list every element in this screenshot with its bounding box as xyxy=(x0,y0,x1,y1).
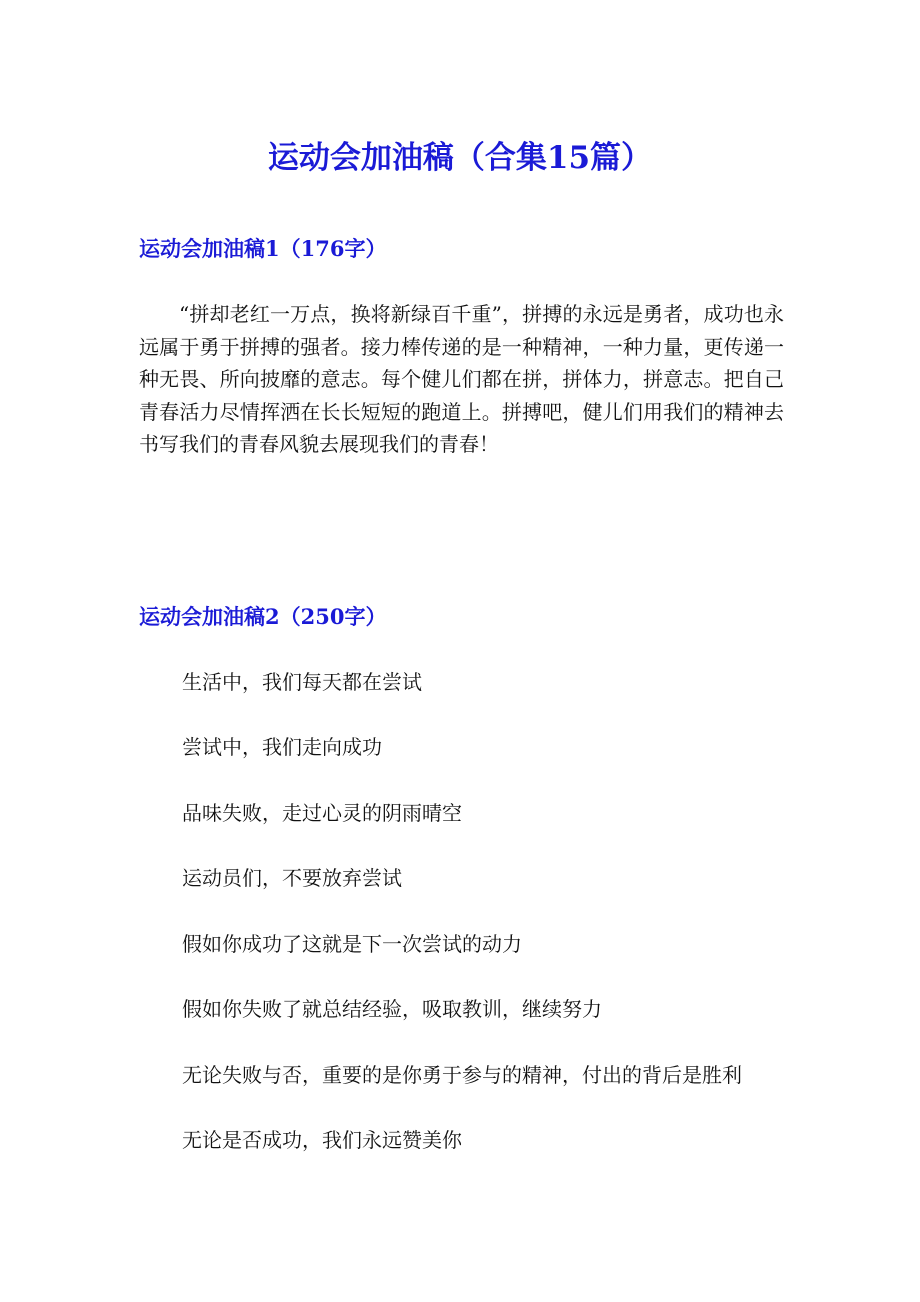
section-1-paragraph: “拼却老红一万点，换将新绿百千重”，拼搏的永远是勇者，成功也永远属于勇于拼搏的强者。接力棒传递的是一种精神，一种力量，更传递一种无畏、所向披靡的意志。每个健儿们都在拼，拼体力，拼意志。把自己青春活力尽情挥洒在长长短短的跑道上。拼搏吧，健儿们用我们的精神去书写我们的青春风貌去展现我们的青春！ xyxy=(139,302,784,456)
poem-line: 无论失败与否，重要的是你勇于参与的精神，付出的背后是胜利 xyxy=(182,1063,742,1087)
poem-line: 假如你失败了就总结经验，吸取教训，继续努力 xyxy=(182,997,602,1021)
poem-line: 生活中，我们每天都在尝试 xyxy=(182,670,422,694)
poem-line: 品味失败，走过心灵的阴雨晴空 xyxy=(182,801,462,825)
poem-line: 运动员们，不要放弃尝试 xyxy=(182,866,402,890)
section-1-heading: 运动会加油稿1（176字） xyxy=(139,236,387,261)
poem-line: 尝试中，我们走向成功 xyxy=(182,735,382,759)
poem-line: 假如你成功了这就是下一次尝试的动力 xyxy=(182,932,522,956)
poem-line: 无论是否成功，我们永远赞美你 xyxy=(182,1128,462,1152)
document-title: 运动会加油稿（合集15篇） xyxy=(267,140,653,176)
section-2-heading: 运动会加油稿2（250字） xyxy=(139,604,387,629)
